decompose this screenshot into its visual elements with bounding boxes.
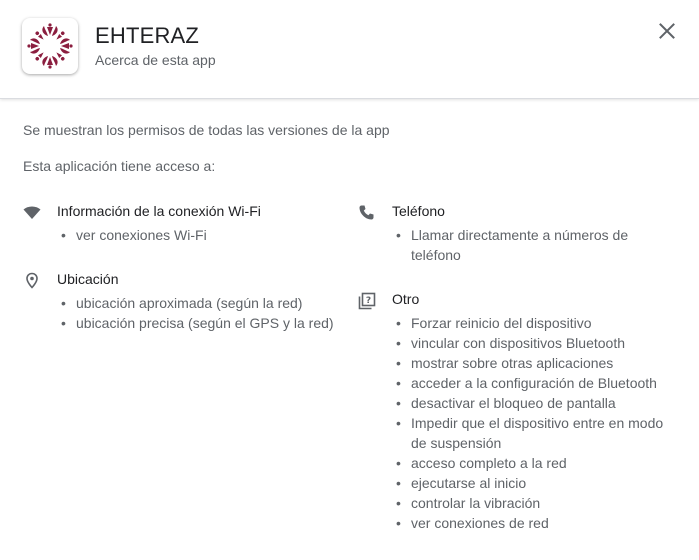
list-item: • ver conexiones Wi-Fi (57, 225, 207, 245)
app-icon (22, 18, 78, 74)
app-logo-icon (26, 22, 74, 70)
list-item: • desactivar el bloqueo de pantalla (392, 393, 682, 413)
permission-title-phone: Teléfono (392, 203, 445, 219)
list-item: • Impedir que el dispositivo entre en modo de suspensión (392, 413, 677, 453)
list-item: • ubicación precisa (según el GPS y la red) (57, 313, 334, 333)
list-item: • controlar la vibración (392, 493, 682, 513)
list-item: • ubicación aproximada (según la red) (57, 293, 334, 313)
permission-list-phone (392, 225, 678, 265)
app-title: EHTERAZ (95, 23, 200, 48)
app-subtitle: Acerca de esta app (95, 52, 216, 68)
list-item: • Forzar reinicio del dispositivo (392, 313, 682, 333)
permission-list-location (57, 293, 334, 333)
permission-title-other: Otro (392, 291, 420, 307)
other-permissions-icon (358, 292, 376, 310)
permission-list-other (392, 313, 682, 533)
access-label: Esta aplicación tiene acceso a: (23, 158, 216, 174)
permission-title-location: Ubicación (57, 271, 119, 287)
svg-text:?: ? (365, 296, 372, 307)
location-pin-icon (25, 272, 43, 290)
close-icon[interactable] (659, 23, 675, 39)
permission-title-wifi: Información de la conexión Wi-Fi (57, 203, 261, 219)
list-item: • acceder a la configuración de Bluetooth (392, 373, 682, 393)
list-item: • ejecutarse al inicio (392, 473, 682, 493)
close-button[interactable] (652, 16, 682, 46)
permission-list-wifi (57, 225, 207, 245)
list-item: • vincular con dispositivos Bluetooth (392, 333, 682, 353)
list-item: • ver conexiones de red (392, 513, 682, 533)
list-item: • Llamar directamente a números de teléfono (392, 225, 669, 265)
dialog-header (0, 0, 699, 99)
phone-icon (358, 204, 376, 222)
wifi-icon (23, 204, 41, 222)
list-item: • mostrar sobre otras aplicaciones (392, 353, 682, 373)
list-item: • acceso completo a la red (392, 453, 682, 473)
versions-note: Se muestran los permisos de todas las versiones de la app (23, 122, 390, 138)
